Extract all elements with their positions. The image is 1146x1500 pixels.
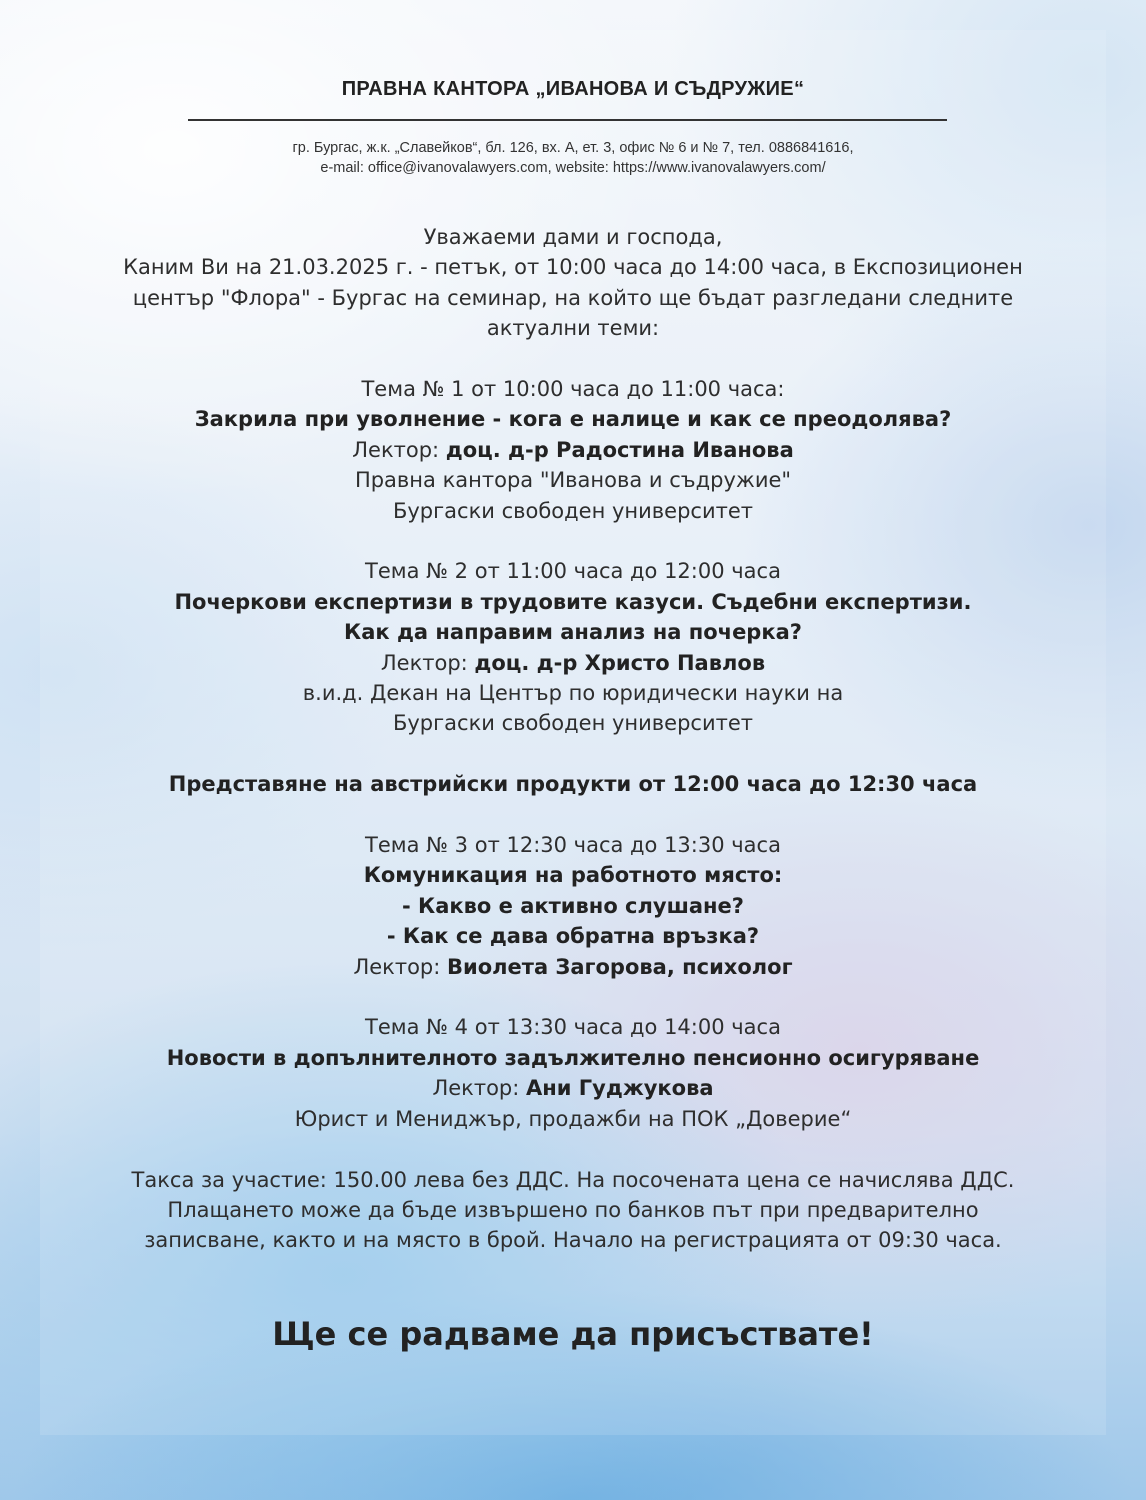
lecturer-name: доц. д-р Христо Павлов (474, 650, 766, 675)
header-divider (188, 119, 947, 121)
topic-1-title: Закрила при уволнение - кога е налице и как се преодолява? (194, 407, 952, 432)
product-presentation: Представяне на австрийски продукти от 12:00 часа до 12:30 часа (168, 772, 978, 797)
topic-2-title: Почеркови експертизи в трудовите казуси. Съдебни експертизи. (174, 589, 972, 614)
contact-line: e-mail: office@ivanovalawyers.com, website: https://www.ivanovalawyers.com/ (320, 160, 826, 176)
address-line: гр. Бургас, ж.к. „Славейков“, бл. 126, вх. А, ет. 3, офис № 6 и № 7, тел. 0886841616, (292, 140, 854, 156)
topic-4-title: Новости в допълнителното задължително пенсионно осигуряване (166, 1045, 980, 1070)
topic-2-affiliation: Бургаски свободен университет (392, 711, 754, 736)
invitation-body (60, 222, 1086, 1256)
lecturer-label: Лектор: (380, 650, 475, 675)
topic-2-lecturer (60, 648, 1086, 678)
topic-4-lecturer (60, 1073, 1086, 1103)
firm-contacts (0, 138, 1146, 178)
topic-3-lecturer (60, 952, 1086, 982)
topic-1-affiliation: Правна кантора "Иванова и съдружие" (354, 468, 792, 493)
fee-line: Плащането може да бъде извършено по банков път при предварително (167, 1197, 979, 1222)
topic-1-affiliation: Бургаски свободен университет (392, 498, 754, 523)
topic-3-title: Комуникация на работното място: (363, 863, 783, 888)
lecturer-label: Лектор: (352, 437, 446, 462)
intro-line: център "Флора" - Бургас на семинар, на който ще бъдат разгледани следните (132, 285, 1014, 310)
lecturer-label: Лектор: (353, 954, 447, 979)
topic-3-title: - Какво е активно слушане? (402, 893, 744, 918)
topic-4-heading: Тема № 4 от 13:30 часа до 14:00 часа (365, 1015, 781, 1040)
topic-2-title: Как да направим анализ на почерка? (344, 620, 802, 645)
topic-2-affiliation: в.и.д. Декан на Център по юридически науки на (302, 681, 844, 706)
fee-line: Такса за участие: 150.00 лева без ДДС. На посочената цена се начислява ДДС. (131, 1167, 1015, 1192)
topic-3-title: - Как се дава обратна връзка? (386, 924, 760, 949)
closing-message: Ще се радваме да присъствате! (272, 1315, 874, 1353)
topic-1-heading: Тема № 1 от 10:00 часа до 11:00 часа: (361, 377, 785, 402)
topic-4-affiliation: Юрист и Мениджър, продажби на ПОК „Доверие“ (294, 1106, 852, 1131)
topic-2-heading: Тема № 2 от 11:00 часа до 12:00 часа (365, 559, 781, 584)
firm-title: ПРАВНА КАНТОРА „ИВАНОВА И СЪДРУЖИЕ“ (341, 78, 805, 100)
lecturer-name: Виолета Загорова, психолог (447, 954, 793, 979)
greeting: Уважаеми дами и господа, (423, 225, 723, 249)
topic-1-lecturer (60, 435, 1086, 465)
lecturer-name: доц. д-р Радостина Иванова (445, 437, 794, 462)
lecturer-name: Ани Гуджукова (526, 1076, 714, 1101)
fee-line: записване, както и на място в брой. Начало на регистрацията от 09:30 часа. (144, 1228, 1002, 1253)
intro-line: актуални теми: (486, 316, 660, 341)
intro-line: Каним Ви на 21.03.2025 г. - петък, от 10:00 часа до 14:00 часа, в Експозиционен (123, 255, 1023, 280)
topic-3-heading: Тема № 3 от 12:30 часа до 13:30 часа (365, 833, 781, 858)
lecturer-label: Лектор: (432, 1076, 526, 1101)
